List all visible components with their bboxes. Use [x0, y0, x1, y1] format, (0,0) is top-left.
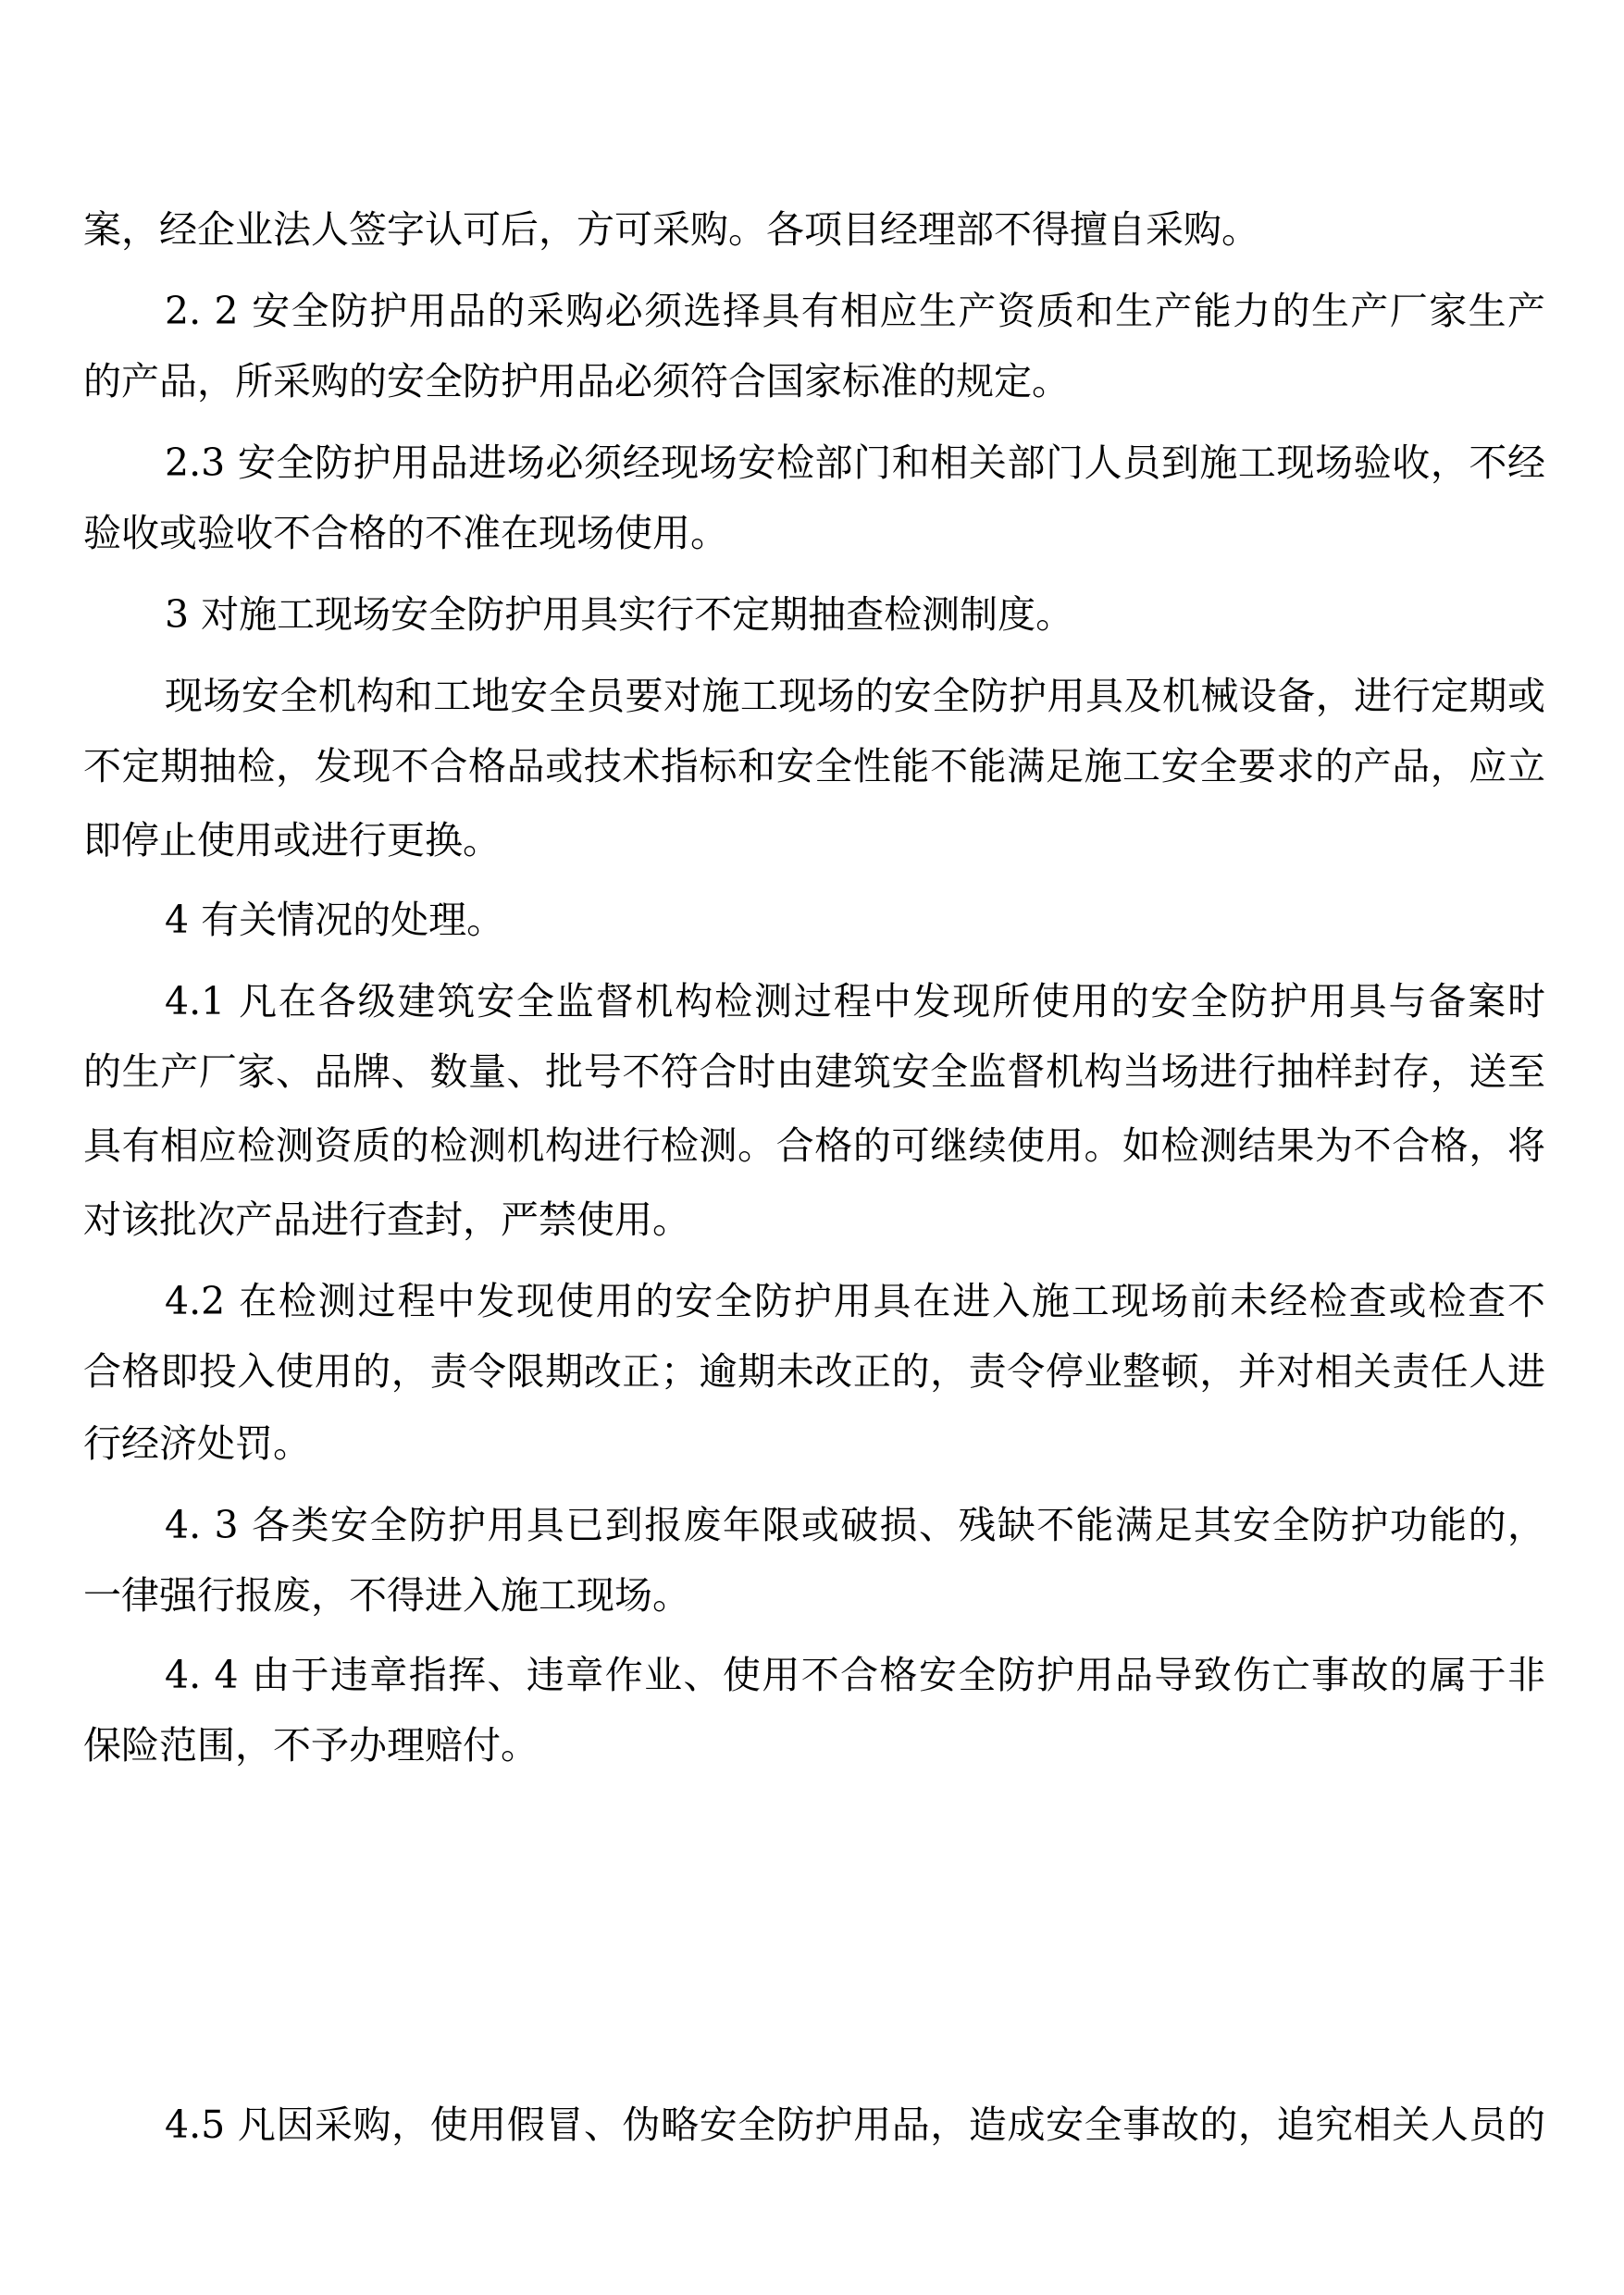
text-line: 一律强行报废，不得进入施工现场。 [83, 1573, 690, 1618]
text-line: 合格即投入使用的，责令限期改正；逾期未改正的，责令停业整顿，并对相关责任人进 [83, 1349, 1545, 1394]
text-line: 4.1 凡在各级建筑安全监督机构检测过程中发现所使用的安全防护用具与备案时 [165, 979, 1545, 1023]
text-line: 4 有关情况的处理。 [165, 898, 505, 942]
text-line: 4. 3 各类安全防护用具已到报废年限或破损、残缺不能满足其安全防护功能的， [165, 1503, 1545, 1547]
text-line: 3 对施工现场安全防护用具实行不定期抽查检测制度。 [165, 592, 1074, 637]
text-line: 即停止使用或进行更换。 [83, 818, 501, 862]
text-line: 不定期抽检，发现不合格品或技术指标和安全性能不能满足施工安全要求的产品，应立 [83, 744, 1545, 788]
text-line: 行经济处罚。 [83, 1421, 311, 1466]
text-line: 4.5 凡因采购，使用假冒、伪略安全防护用品，造成安全事故的，追究相关人员的 [165, 2103, 1545, 2147]
text-line: 对该批次产品进行查封，严禁使用。 [83, 1197, 690, 1242]
text-line: 具有相应检测资质的检测机构进行检测。合格的可继续使用。如检测结果为不合格，将 [83, 1123, 1545, 1168]
text-line: 2.3 安全防护用品进场必须经现场安检部门和相关部门人员到施工现场验收，不经 [165, 440, 1545, 485]
text-line: 的生产厂家、品牌、数量、批号不符合时由建筑安全监督机构当场进行抽样封存，送至 [83, 1049, 1545, 1094]
text-line: 保险范围，不予办理赔付。 [83, 1723, 539, 1768]
text-line: 现场安全机构和工地安全员要对施工现场的安全防护用具及机械设备，进行定期或 [165, 674, 1545, 718]
text-line: 案，经企业法人签字认可后，方可采购。各项目经理部不得擅自采购。 [83, 207, 1259, 252]
text-line: 验收或验收不合格的不准在现场使用。 [83, 511, 728, 555]
text-line: 的产品，所采购的安全防护用品必须符合国家标准的规定。 [83, 359, 1070, 403]
text-line: 4. 4 由于违章指挥、违章作业、使用不合格安全防护用品导致伤亡事故的属于非 [165, 1653, 1545, 1697]
text-line: 4.2 在检测过程中发现使用的安全防护用具在进入施工现场前未经检查或检查不 [165, 1279, 1545, 1323]
text-line: 2. 2 安全防护用品的采购必须选择具有相应生产资质和生产能力的生产厂家生产 [165, 289, 1545, 333]
